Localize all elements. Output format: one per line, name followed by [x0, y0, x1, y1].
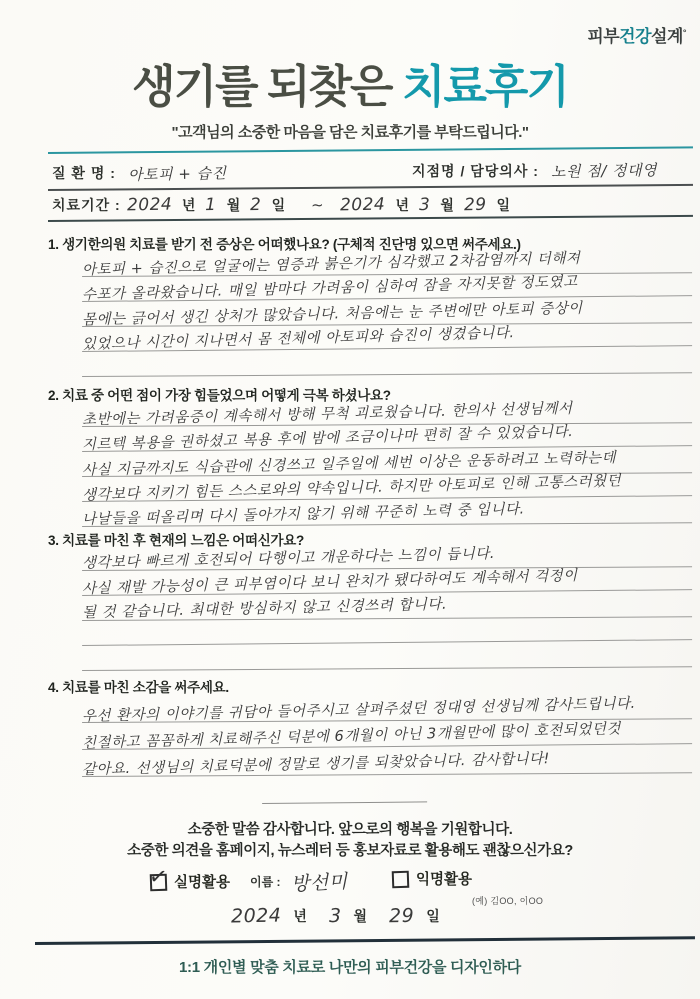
logo-prefix: 피부	[587, 27, 620, 46]
period-tilde: ~	[311, 195, 325, 215]
period-label: 치료기간 :	[52, 197, 121, 213]
answer-line: 수포가 올라왔습니다. 매일 밤마다 가려움이 심하여 잠을 자지못할 정도였고	[82, 271, 692, 302]
brand-tagline: 1:1 개인별 맞춤 치료로 나만의 피부건강을 디자인하다	[179, 959, 521, 976]
info-row-disease	[52, 160, 692, 186]
answer-line: 사실 재발 가능성이 큰 피부염이다 보니 완치가 됐다하여도 계속해서 걱정이	[82, 565, 692, 596]
day-unit: 일	[496, 197, 511, 213]
year-unit: 년	[181, 197, 196, 213]
real-name-checkbox[interactable]	[147, 863, 170, 891]
divider-teal	[48, 146, 693, 154]
disease-value: 아토피 + 습진	[127, 163, 227, 184]
disease-label: 질 환 명 :	[52, 165, 116, 181]
sign-month: 3	[328, 904, 342, 928]
bottom-divider	[35, 936, 695, 944]
usage-consent-row	[147, 862, 570, 896]
question-2-label: 2. 치료 중 어떤 점이 가장 힘들었으며 어떻게 극복 하셨나요?	[48, 388, 391, 403]
start-year: 2024	[126, 194, 173, 216]
title-accent: 치료후기	[401, 61, 568, 112]
answer-line: 아토피 + 습진으로 얼굴에는 염증과 붉은기가 심각했고 2차감염까지 더해져	[82, 248, 692, 277]
question-4-label: 4. 치료를 마친 소감을 써주세요.	[48, 680, 229, 695]
answer-line: 사실 지금까지도 식습관에 신경쓰고 일주일에 세번 이상은 운동하려고 노력하는데	[82, 448, 692, 477]
anonymous-checkbox[interactable]	[392, 871, 408, 887]
anonymous-option	[392, 868, 472, 889]
month-unit: 월	[226, 197, 241, 213]
question-3-label: 3. 치료를 마친 후 현재의 느낌은 어떠신가요?	[48, 533, 304, 548]
year-unit: 년	[293, 908, 307, 924]
answer-line: 우선 환자의 이야기를 귀담아 들어주시고 살펴주셨던 정대영 선생님께 감사드립니다.	[82, 692, 692, 723]
info-row-period	[52, 193, 692, 217]
end-month: 3	[418, 194, 431, 216]
answer-line: 초반에는 가려움증이 계속해서 방해 무척 괴로웠습니다. 한의사 선생님께서	[82, 398, 692, 427]
thanks-line-1: 소중한 말씀 감사합니다. 앞으로의 행복을 기원합니다.	[187, 822, 513, 838]
question-2-answers	[82, 402, 692, 527]
month-unit: 월	[353, 908, 368, 924]
answer-line: 친절하고 꼼꼼하게 치료해주신 덕분에 6개월이 아닌 3개월만에 많이 호전되었던것	[82, 717, 692, 750]
anonymous-label: 익명활용	[416, 872, 473, 888]
branch-label: 지점명 / 담당의사 :	[412, 162, 539, 179]
start-day: 2	[250, 194, 262, 216]
logo-degree-mark: °	[682, 27, 686, 38]
name-value: 방선미	[290, 870, 348, 896]
sign-day: 29	[388, 904, 415, 928]
answer-line: 될 것 같습니다. 최대한 방심하지 않고 신경쓰려 합니다.	[82, 592, 692, 621]
brand-logo	[587, 22, 686, 47]
day-unit: 일	[426, 908, 440, 924]
real-name-option	[147, 863, 348, 896]
answer-line: 나날들을 떠올리며 다시 돌아가지 않기 위해 꾸준히 노력 중 입니다.	[82, 498, 692, 527]
answer-line-empty	[82, 642, 692, 671]
branch-doctor-group	[412, 160, 657, 181]
day-unit: 일	[271, 197, 286, 213]
checkmark-icon: ✓	[147, 863, 170, 891]
answer-line-fragment	[262, 775, 427, 804]
subtitle: "고객님의 소중한 마음을 담은 치료후기를 부탁드립니다."	[171, 124, 529, 141]
end-day: 29	[463, 194, 487, 216]
answer-line: 생각보다 지키기 힘든 스스로와의 약속입니다. 하지만 아토피로 인해 고통스러웠던	[82, 471, 692, 502]
question-1-answers	[82, 252, 692, 377]
page-title	[0, 50, 700, 115]
branch-value: 노원 점/ 정대영	[550, 161, 658, 181]
start-month: 1	[205, 194, 217, 216]
answer-line: 몸에는 긁어서 생긴 상처가 많았습니다. 처음에는 눈 주변에만 아토피 증상이	[82, 298, 692, 327]
year-unit: 년	[395, 197, 410, 213]
answer-line-empty	[82, 348, 692, 377]
logo-highlight: 건강	[619, 27, 652, 46]
answer-line: 지르텍 복용을 권하셨고 복용 후에 밤에 조금이나마 편히 잘 수 있었습니다.	[82, 421, 692, 452]
question-4-answers	[82, 696, 692, 804]
sign-year: 2024	[230, 904, 282, 928]
example-note: (예) 김OO, 이OO	[472, 896, 544, 906]
real-name-label: 실명활용	[174, 875, 231, 891]
logo-suffix: 설계	[651, 27, 683, 46]
signature-date	[225, 905, 456, 927]
answer-line: 있었으나 시간이 지나면서 몸 전체에 아토피와 습진이 생겼습니다.	[82, 321, 692, 352]
thanks-line-2: 소중한 의견을 홈페이지, 뉴스레터 등 홍보자료로 활용해도 괜찮으신가요?	[127, 843, 573, 859]
name-label: 이름 :	[250, 875, 281, 889]
question-1-label: 1. 생기한의원 치료를 받기 전 증상은 어떠했나요? (구체적 진단명 있으면 써주세요.)	[48, 237, 521, 252]
answer-line: 같아요. 선생님의 치료덕분에 정말로 생기를 되찾았습니다. 감사합니다!	[82, 746, 692, 777]
answer-line: 생각보다 빠르게 호전되어 다행이고 개운하다는 느낌이 듭니다.	[82, 542, 692, 571]
title-plain: 생기를 되찾은	[132, 61, 392, 112]
month-unit: 월	[440, 197, 454, 213]
answer-line-empty	[82, 615, 692, 646]
question-3-answers	[82, 546, 692, 671]
end-year: 2024	[340, 194, 386, 216]
